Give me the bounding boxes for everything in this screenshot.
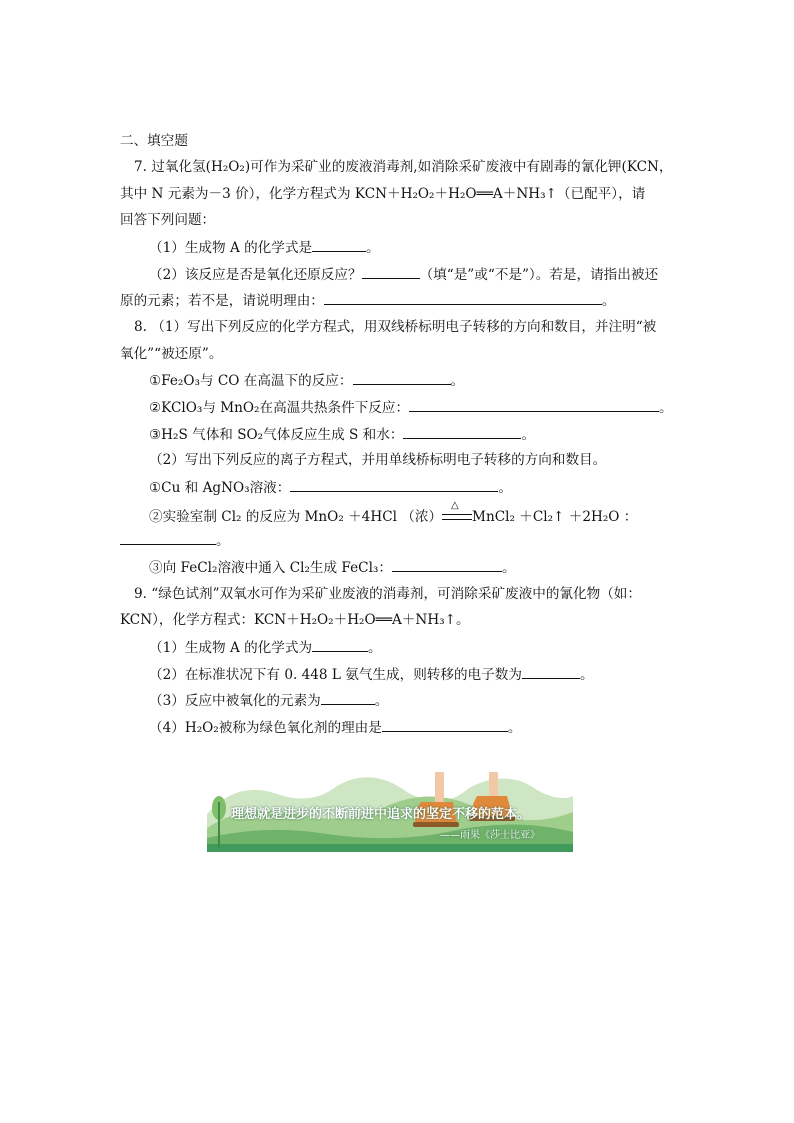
answer-blank[interactable]	[382, 717, 508, 732]
q8-r1	[149, 370, 464, 391]
answer-blank[interactable]	[392, 557, 502, 572]
q8-r2-end: 。	[659, 400, 673, 416]
q7-sub2-rest: （填“是”或“不是”）。若是，请指出被还	[419, 267, 659, 283]
q8-i3-text: ③向 FeCl₂溶液中通入 Cl₂生成 FeCl₃：	[149, 560, 392, 576]
q8-i2-end: 。	[216, 533, 230, 549]
q9-s2-text: （2）在标准状况下有 0. 448 L 氨气生成，则转移的电子数为	[149, 667, 522, 683]
q9-s4	[149, 717, 521, 738]
q8-i1-end: 。	[498, 480, 512, 496]
q9-s3-text: （3）反应中被氧化的元素为	[149, 693, 321, 709]
q7-sub1	[149, 237, 380, 258]
banner-author: ——雨果《莎士比亚》	[440, 830, 540, 841]
q9-line2: KCN），化学方程式：KCN＋H₂O₂＋H₂O══A＋NH₃↑。	[120, 612, 470, 628]
answer-blank[interactable]	[312, 237, 366, 252]
q8-part2: （2）写出下列反应的离子方程式，并用单线桥标明电子转移的方向和数目。	[149, 452, 607, 468]
q9-s3-end: 。	[374, 693, 389, 709]
q8-i2-line2	[120, 530, 230, 551]
answer-blank[interactable]	[403, 424, 521, 439]
q9-s1	[149, 637, 382, 658]
q8-i1	[149, 477, 512, 498]
q8-r1-end: 。	[450, 373, 465, 389]
q8-r3-text: ③H₂S 气体和 SO₂气体反应生成 S 和水：	[149, 427, 404, 443]
q7-sub2-line2-end: 。	[601, 293, 616, 309]
answer-blank[interactable]	[120, 530, 216, 545]
answer-blank[interactable]	[522, 664, 580, 679]
section-title: 二、填空题	[120, 133, 188, 149]
q8-i3	[149, 557, 516, 578]
q8-i2-rest: MnCl₂ ＋Cl₂↑ ＋2H₂O ：	[472, 509, 638, 525]
answer-blank[interactable]	[353, 370, 451, 385]
q9-s2-end: 。	[579, 667, 594, 683]
answer-blank[interactable]	[324, 290, 602, 305]
answer-blank[interactable]	[409, 397, 659, 412]
q9-s2	[149, 664, 594, 685]
q7-sub1-end: 。	[366, 240, 380, 256]
q8-r3	[149, 424, 535, 445]
q7-sub2-text: （2）该反应是否是氧化还原反应？	[149, 267, 362, 283]
q7-line1: 7. 过氧化氢(H₂O₂)可作为采矿业的废液消毒剂,如消除采矿废液中有剧毒的氰化钾(KCN，	[134, 159, 673, 175]
heat-symbol: △	[451, 500, 459, 511]
q9-s4-text: （4）H₂O₂被称为绿色氧化剂的理由是	[149, 720, 382, 736]
q8-line2: 氧化”“被还原”。	[120, 346, 223, 362]
q8-r2	[149, 397, 673, 418]
q8-r2-text: ②KClO₃与 MnO₂在高温共热条件下反应：	[149, 400, 410, 416]
q7-sub2-line2	[120, 290, 616, 311]
q7-sub2-line2-text: 原的元素；若不是，请说明理由：	[120, 293, 324, 309]
answer-blank[interactable]	[290, 477, 498, 492]
q8-i1-text: ①Cu 和 AgNO₃溶液：	[149, 480, 291, 496]
answer-blank[interactable]	[362, 264, 420, 279]
q9-s1-end: 。	[368, 640, 382, 656]
q8-i3-end: 。	[501, 560, 516, 576]
q7-line2: 其中 N 元素为－3 价），化学方程式为 KCN＋H₂O₂＋H₂O══A＋NH₃↑（已配平），请	[120, 186, 646, 202]
q9-line1: 9. “绿色试剂”双氧水可作为采矿业废液的消毒剂，可消除采矿废液中的氰化物（如：	[134, 586, 641, 602]
q8-r1-text: ①Fe₂O₃与 CO 在高温下的反应：	[149, 373, 353, 389]
banner-quote: 理想就是进步的不断前进中追求的坚定不移的范本。	[231, 807, 531, 822]
q7-sub1-text: （1）生成物 A 的化学式是	[149, 240, 313, 256]
q9-s3	[149, 690, 388, 711]
q8-r3-end: 。	[521, 427, 536, 443]
answer-blank[interactable]	[312, 637, 368, 652]
answer-blank[interactable]	[321, 690, 375, 705]
equals-double-line	[442, 514, 472, 520]
q7-line3: 回答下列问题：	[120, 212, 216, 228]
q8-i2-text: ②实验室制 Cl₂ 的反应为 MnO₂ ＋4HCl （浓）	[149, 509, 443, 525]
q8-line1: 8. （1）写出下列反应的化学方程式，用双线桥标明电子转移的方向和数目，并注明“被	[134, 319, 657, 335]
q7-sub2	[149, 264, 658, 285]
q9-s1-text: （1）生成物 A 的化学式为	[149, 640, 313, 656]
heat-arrow	[442, 500, 472, 521]
q9-s4-end: 。	[507, 720, 522, 736]
q8-i2	[149, 500, 638, 527]
